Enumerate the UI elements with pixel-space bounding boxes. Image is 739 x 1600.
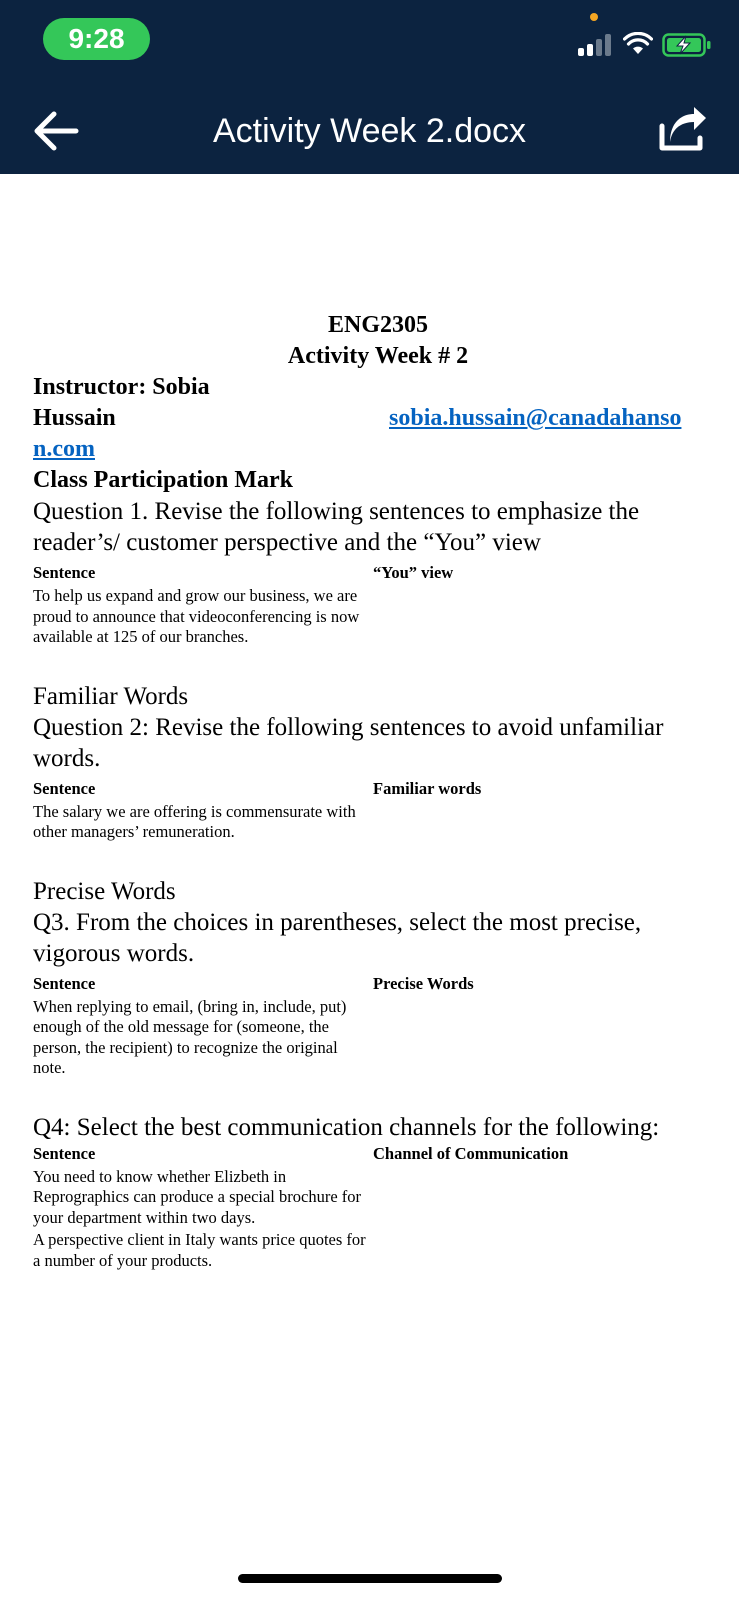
battery-charging-icon	[662, 33, 712, 57]
document-title: Activity Week 2.docx	[212, 112, 527, 150]
q2-sentence-1: The salary we are offering is commensurate with other managers’ remuneration.	[33, 801, 356, 841]
precise-words-heading: Precise Words	[33, 877, 176, 905]
question-3-table	[33, 973, 723, 1079]
q3-precise-words-header: Precise Words	[373, 973, 474, 993]
activity-title: Activity Week # 2	[287, 343, 469, 369]
share-icon[interactable]	[656, 104, 710, 156]
q4-sentence-1: You need to know whether Elizbeth in Reprographics can produce a special brochure for your department within two days.	[33, 1166, 362, 1227]
q4-channel-header: Channel of Communication	[373, 1143, 569, 1163]
q3-sentence-1: When replying to email, (bring in, include, put) enough of the old message for (someone, the person, the recipient) to recognize the original note.	[33, 996, 347, 1077]
question-2-text: Question 2: Revise the following sentences to avoid unfamiliar words.	[33, 713, 664, 772]
privacy-indicator-dot	[590, 13, 598, 21]
signal-icon	[578, 34, 614, 56]
instructor-email-link-continued[interactable]: n.com	[33, 436, 95, 462]
app-header	[0, 0, 739, 174]
q2-familiar-words-header: Familiar words	[373, 778, 482, 798]
question-1-text: Question 1. Revise the following sentences to emphasize the reader’s/ customer perspective and the “You” view	[33, 498, 640, 556]
q1-sentence-header: Sentence	[33, 563, 96, 582]
q1-sentence-1: To help us expand and grow our business, we are proud to announce that videoconferencing is now available at 125 of our branches.	[33, 586, 360, 646]
instructor-block	[33, 372, 723, 465]
course-code: ENG2305	[327, 312, 428, 338]
status-time: 9:28	[43, 18, 150, 60]
q4-sentence-2: A perspective client in Italy wants price quotes for a number of your products.	[33, 1230, 366, 1270]
wifi-icon	[623, 32, 653, 56]
question-1-table	[33, 562, 723, 648]
question-4-table	[33, 1143, 723, 1272]
home-indicator	[238, 1574, 502, 1583]
q4-sentence-header: Sentence	[33, 1143, 96, 1163]
familiar-words-heading: Familiar Words	[33, 682, 189, 710]
q2-sentence-header: Sentence	[33, 778, 96, 798]
instructor-name-line1: Instructor: Sobia	[33, 374, 210, 400]
document-page	[33, 310, 723, 1271]
question-4-text: Q4: Select the best communication channels for the following:	[33, 1113, 660, 1141]
instructor-name-line2: Hussain	[33, 405, 116, 431]
question-2-table	[33, 778, 723, 843]
class-participation-heading: Class Participation Mark	[33, 467, 293, 493]
q3-sentence-header: Sentence	[33, 973, 96, 993]
instructor-email-link[interactable]: sobia.hussain@canadahanso	[389, 405, 682, 431]
question-3-text: Q3. From the choices in parentheses, select the most precise, vigorous words.	[33, 908, 642, 967]
q1-you-view-header: “You” view	[373, 563, 454, 582]
